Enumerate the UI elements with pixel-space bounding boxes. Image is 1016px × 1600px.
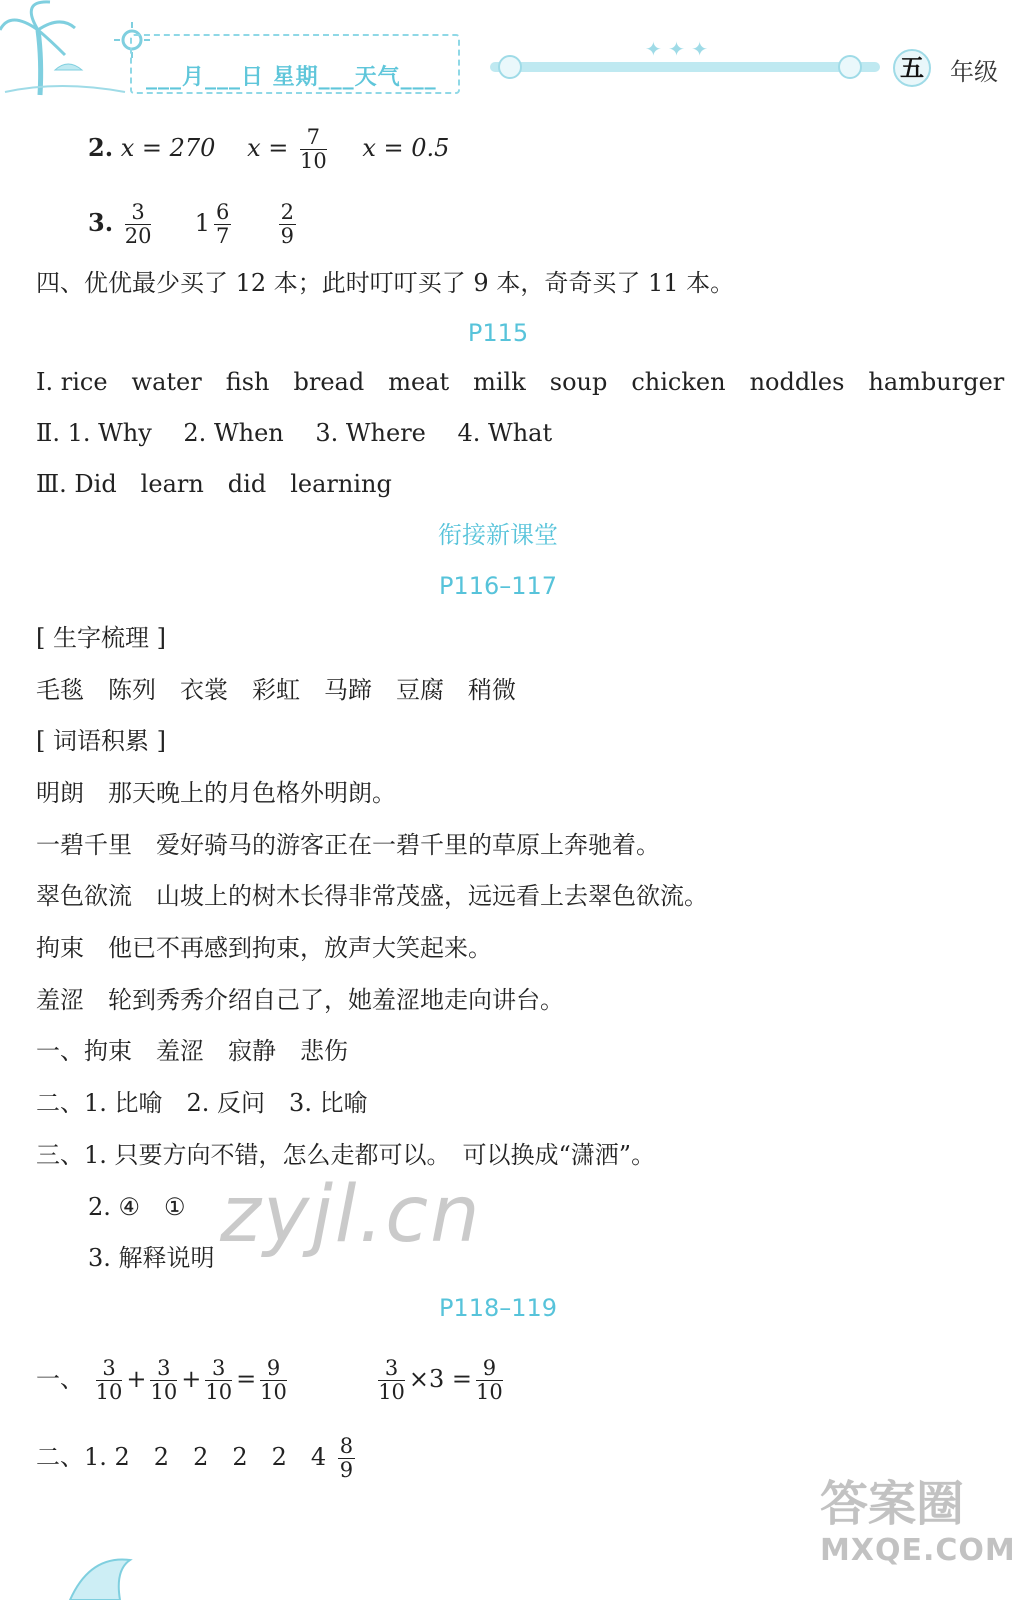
watermark: zyjl.cn [220, 1170, 482, 1260]
fraction: $\frac{2}{9}$ [280, 200, 295, 248]
answer-san-2: 2. ④ ① [88, 1193, 186, 1221]
ciyu-line: 翠色欲流 山坡上的树木长得非常茂盛，远远看上去翠色欲流。 [36, 882, 708, 910]
dolphin-icon [60, 1545, 160, 1600]
ciyu-label: [ 词语积累 ] [36, 727, 166, 755]
fraction: $\frac{6}{7}$ [216, 200, 230, 248]
fraction: $\frac{8}{9}$ [339, 1434, 354, 1482]
answer-line-3: 3. $\frac{3}{20}$ 1 $\frac{6}{7}$ $\frac{2}{9}$ [88, 200, 295, 248]
sparkle-line-decoration [475, 37, 895, 92]
shengzi-label: [ 生字梳理 ] [36, 624, 166, 652]
answer-yi: 一、拘束 羞涩 寂静 悲伤 [36, 1037, 348, 1065]
fraction: $\frac{7}{10}$ [299, 125, 327, 173]
ciyu-line: 一碧千里 爱好骑马的游客正在一碧千里的草原上奔驰着。 [36, 831, 660, 859]
answer-er-line: 二、1. 2 2 2 2 2 4 $\frac{8}{9}$ [36, 1434, 354, 1482]
answer-line-2: 2. x = 270 x = $\frac{7}{10}$ x = 0.5 [88, 125, 450, 173]
page-header [0, 0, 996, 105]
date-weather-line: ___月___日 星期___天气___ [146, 65, 437, 90]
svg-text:✦ ✦ ✦: ✦ ✦ ✦ [645, 37, 708, 61]
answer-san-3: 3. 解释说明 [88, 1244, 215, 1272]
ciyu-line: 羞涩 轮到秀秀介绍自己了，她羞涩地走向讲台。 [36, 986, 564, 1014]
ciyu-line: 拘束 他已不再感到拘束，放声大笑起来。 [36, 934, 492, 962]
english-line-2: Ⅱ. 1. Why 2. When 3. Where 4. What [36, 419, 553, 447]
palm-beach-icon [0, 0, 130, 100]
fraction: $\frac{3}{20}$ [124, 200, 152, 248]
fraction: $\frac{3}{10}$ [378, 1356, 405, 1404]
answer-er: 二、1. 比喻 2. 反问 3. 比喻 [36, 1089, 368, 1117]
answer-line-4: 四、优优最少买了 12 本；此时叮叮买了 9 本，奇奇买了 11 本。 [36, 269, 735, 297]
fraction: $\frac{9}{10}$ [260, 1356, 287, 1404]
fraction: $\frac{3}{10}$ [205, 1356, 233, 1404]
section-title-bridge: 衔接新课堂 [438, 521, 558, 549]
fraction: $\frac{9}{10}$ [476, 1356, 503, 1404]
ciyu-line: 明朗 那天晚上的月色格外明朗。 [36, 779, 396, 807]
section-title-p115: P115 [467, 319, 529, 347]
fraction: $\frac{3}{10}$ [95, 1356, 123, 1404]
fraction-equation-line: 一、 $\frac{3}{10}$ + $\frac{3}{10}$ + $\frac{3}{10}$ = $\frac{9}{10}$ $\frac{3}{10}$ ×3 = $\frac{9}{10}$ [36, 1356, 503, 1404]
english-line-1: Ⅰ. rice water fish bread meat milk soup chicken noddles hamburger [36, 368, 1005, 396]
grade-label: 年级 [950, 58, 998, 86]
section-title-p118: P118–119 [438, 1294, 558, 1322]
corner-watermark: 答案圈 MXQE.COM [820, 1476, 1016, 1568]
english-line-3: Ⅲ. Did learn did learning [36, 470, 392, 498]
answer-san-1: 三、1. 只要方向不错，怎么走都可以。 可以换成“潇洒”。 [36, 1141, 656, 1169]
section-title-p116: P116–117 [438, 572, 558, 600]
fraction: $\frac{3}{10}$ [150, 1356, 178, 1404]
grade-badge: 五 [893, 49, 931, 87]
shengzi-words: 毛毯 陈列 衣裳 彩虹 马蹄 豆腐 稍微 [36, 676, 516, 704]
